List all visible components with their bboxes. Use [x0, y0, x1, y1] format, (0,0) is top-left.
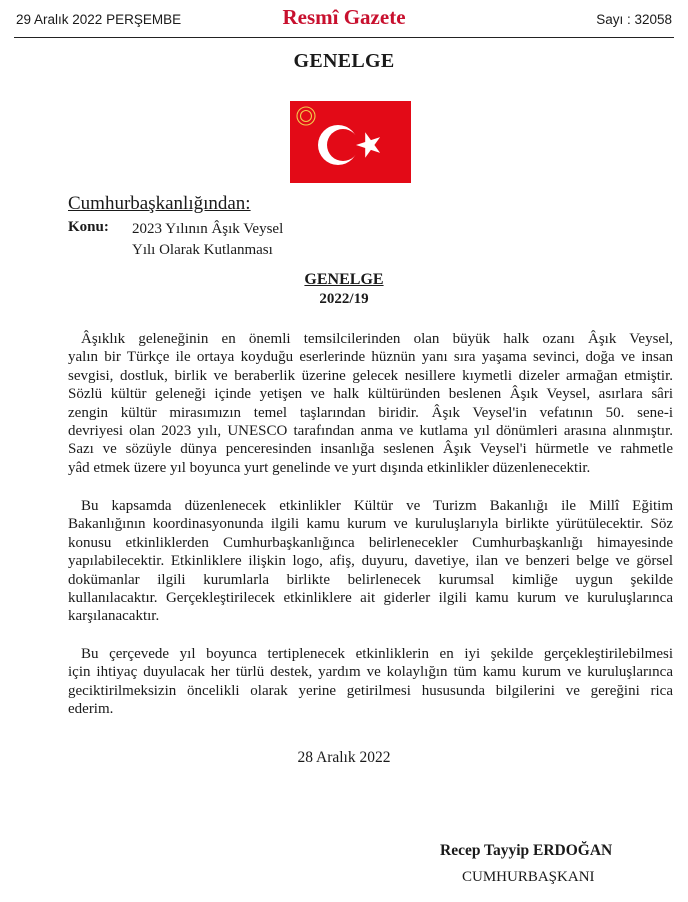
- text-line: yâd etmek üzere yıl boyunca yurt genelinde ve yurt dışında etkinlikler düzenlenecektir.: [68, 459, 591, 476]
- text-line: Âşıklık geleneğinin en önemli temsilcilerinden olan büyük halk ozanı Âşık Veysel,: [81, 331, 673, 347]
- subject-text: [132, 219, 283, 260]
- text-line: kullanılacaktır. Gerçekleştirilecek etkinliklere ait giderler ilgili kamu kurum ve kuruluşlarınca: [68, 590, 673, 607]
- text-line: karşılanacaktır.: [68, 608, 160, 625]
- text-line: Bakanlığının koordinasyonunda ilgili kamu kurum ve kuruluşlarıyla birlikte yürütülecektir. Söz: [68, 516, 673, 533]
- crescent-inner: [327, 129, 359, 161]
- paragraph-3: [68, 645, 673, 719]
- header-date: 29 Aralık 2022 PERŞEMBE: [16, 12, 182, 27]
- gazette-name: Resmî Gazete: [282, 5, 406, 29]
- gazette-header: [14, 0, 674, 38]
- circular-number: 2022/19: [319, 291, 369, 307]
- text-line: Bu kapsamda düzenlenecek etkinlikler Kültür ve Turizm Bakanlığı ile Millî Eğitim: [81, 498, 673, 514]
- issue-number: Sayı : 32058: [596, 12, 672, 27]
- paragraph-2: [68, 497, 673, 626]
- text-line: yalın bir Türkçe ile ortaya koyduğu eserlerinde hüznün yanı sıra yaşama sevinci, doğa ve insan: [68, 349, 673, 366]
- subject-line: Yılı Olarak Kutlanması: [132, 241, 273, 258]
- text-line: sevgisi, dostluk, birlik ve beraberlik üzerine gelecek nesillere kıymetli dizeler armağan etmiştir.: [68, 367, 673, 384]
- text-line: dokümanlar ilgili kurumlarla birlikte belirlenecek kurumsal kimliğe uygun şekilde: [68, 571, 673, 588]
- signatory-title: CUMHURBAŞKANI: [462, 869, 595, 885]
- circular-title: GENELGE: [304, 271, 384, 288]
- issuer: Cumhurbaşkanlığından:: [68, 193, 251, 214]
- document-type-title: GENELGE: [293, 50, 395, 72]
- text-line: Sazı ve sözüyle dünya penceresinden insanlığa seslenen Âşık Veysel'i hürmetle ve rahmetle: [68, 441, 673, 458]
- document-date: 28 Aralık 2022: [297, 749, 391, 766]
- text-line: Bu çerçevede yıl boyunca tertiplenecek etkinliklerin en iyi şekilde gerçekleştirilebilmesi: [81, 646, 673, 662]
- text-line: konusu etkinliklerden Cumhurbaşkanlığınca belirlenecekler Cumhurbaşkanlığı himayesinde: [68, 534, 673, 551]
- subject-label: Konu:: [68, 219, 109, 235]
- text-line: Sözlü kültür geleneği içinde yetişen ve halk kültüründen beslenen Âşık Veysel, asırlara sâri: [68, 386, 673, 403]
- text-line: zengin kültür mirasımızın temel taşlarından biridir. Âşık Veysel'in vefatının 50. sene-i: [68, 404, 673, 421]
- text-line: yapılabilecektir. Etkinliklere ilişkin logo, afiş, duyuru, davetiye, ilan ve benzeri belge ve görsel: [68, 553, 673, 570]
- text-line: için ihtiyaç duyulacak her türlü destek, yardım ve kolaylığın tüm kamu kurum ve kuruluşlarınca: [68, 664, 673, 681]
- signatory-name: Recep Tayyip ERDOĞAN: [440, 842, 613, 859]
- text-line: geciktirilmeksizin öncelikli olarak yerine getirilmesi hususunda bilgilerini ve gereğini rica: [68, 682, 673, 699]
- turkish-flag-icon: [290, 101, 411, 183]
- text-line: ederim.: [68, 701, 114, 718]
- text-line: devriyesi olan 2023 yılı, UNESCO tarafından anma ve kutlama yıl dönümleri arasına alınmıştır.: [68, 423, 673, 440]
- subject-line: 2023 Yılının Âşık Veysel: [132, 221, 284, 237]
- paragraph-1: [68, 330, 673, 477]
